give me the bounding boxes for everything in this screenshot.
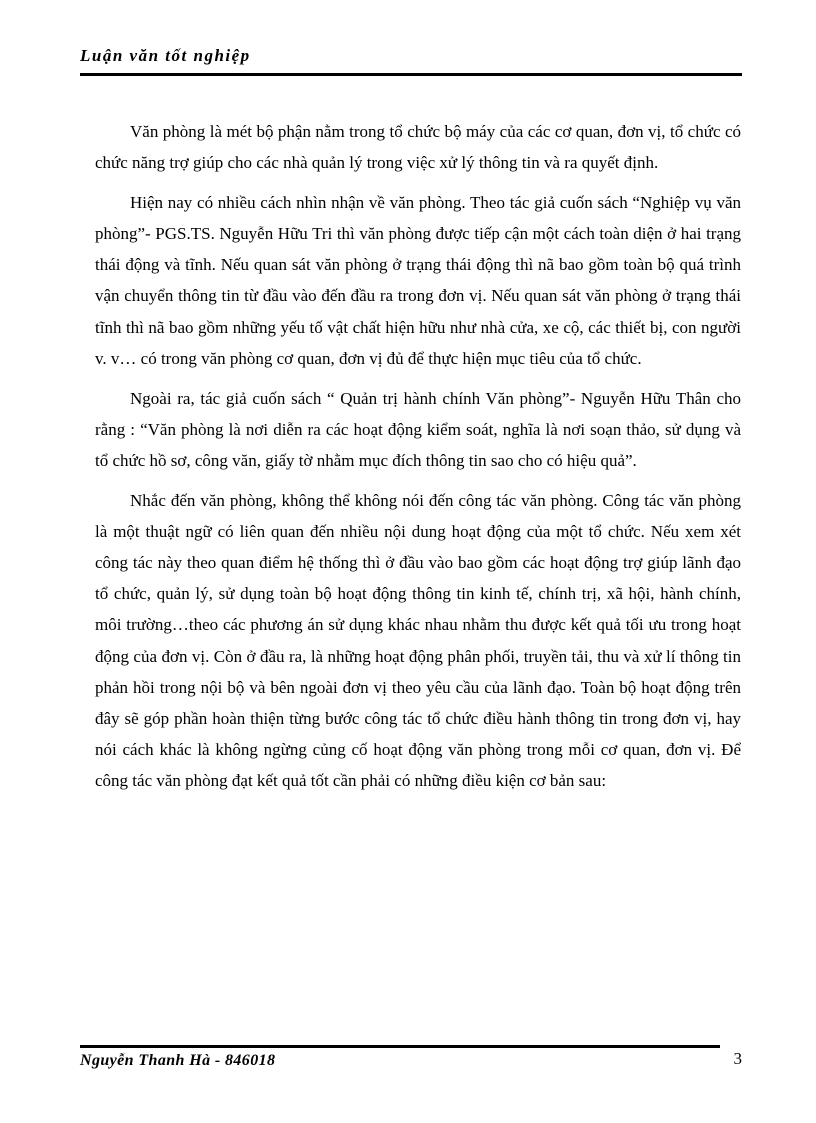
footer-author: Nguyễn Thanh Hà - 846018 [80,1052,276,1069]
page-header [80,46,742,80]
header-divider [80,73,742,76]
paragraph-4: Nhắc đến văn phòng, không thể không nói đến công tác văn phòng. Công tác văn phòng là một thuật ngữ có liên quan đến nhiều nội dung hoạt động của một tổ chức. Nếu xem xét công tác này theo quan điểm hệ thống thì ở đầu vào bao gồm các hoạt động trợ giúp lãnh đạo tổ chức, quản lý, sử dụng toàn bộ hoạt động thông tin kinh tế, chính trị, xã hội, hành chính, môi trường…theo các phương án sử dụng khác nhau nhằm thu được kết quả tối ưu trong hoạt động của đơn vị. Còn ở đầu ra, là những hoạt động phân phối, truyền tải, thu và xử lí thông tin phản hồi trong nội bộ và bên ngoài đơn vị theo yêu cầu của lãnh đạo. Toàn bộ hoạt động trên đây sẽ góp phần hoàn thiện từng bước công tác tổ chức điều hành thông tin trong đơn vị, hay nói cách khác là không ngừng củng cố hoạt động văn phòng trong mỗi cơ quan, đơn vị. Để công tác văn phòng đạt kết quả tốt cần phải có những điều kiện cơ bản sau: [95,491,741,790]
paragraph-2: Hiện nay có nhiều cách nhìn nhận về văn phòng. Theo tác giả cuốn sách “Nghiệp vụ văn phòng”- PGS.TS. Nguyễn Hữu Tri thì văn phòng được tiếp cận một cách toàn diện ở hai trạng thái động và tĩnh. Nếu quan sát văn phòng ở trạng thái động thì nã bao gồm toàn bộ quá trình vận chuyển thông tin từ đầu vào đến đầu ra trong đơn vị. Nếu quan sát văn phòng ở trạng thái tĩnh thì nã bao gồm những yếu tố vật chất hiện hữu như nhà cửa, xe cộ, các thiết bị, con người v. v… có trong văn phòng cơ quan, đơn vị đủ để thực hiện mục tiêu của tổ chức. [95,193,741,368]
document-body [95,116,741,805]
footer-divider [80,1045,720,1048]
paragraph-1: Văn phòng là mét bộ phận nằm trong tổ chức bộ máy của các cơ quan, đơn vị, tổ chức có chức năng trợ giúp cho các nhà quản lý trong việc xử lý thông tin và ra quyết định. [95,122,741,173]
document-title: Luận văn tốt nghiệp [80,46,251,65]
paragraph-3: Ngoài ra, tác giả cuốn sách “ Quản trị hành chính Văn phòng”- Nguyễn Hữu Thân cho rằng : “Văn phòng là nơi diễn ra các hoạt động kiểm soát, nghĩa là nơi soạn thảo, sử dụng và tổ chức hồ sơ, công văn, giấy tờ nhằm mục đích thông tin sao cho có hiệu quả”. [95,388,741,470]
page-number: 3 [733,1049,742,1068]
page-footer [80,1045,742,1085]
